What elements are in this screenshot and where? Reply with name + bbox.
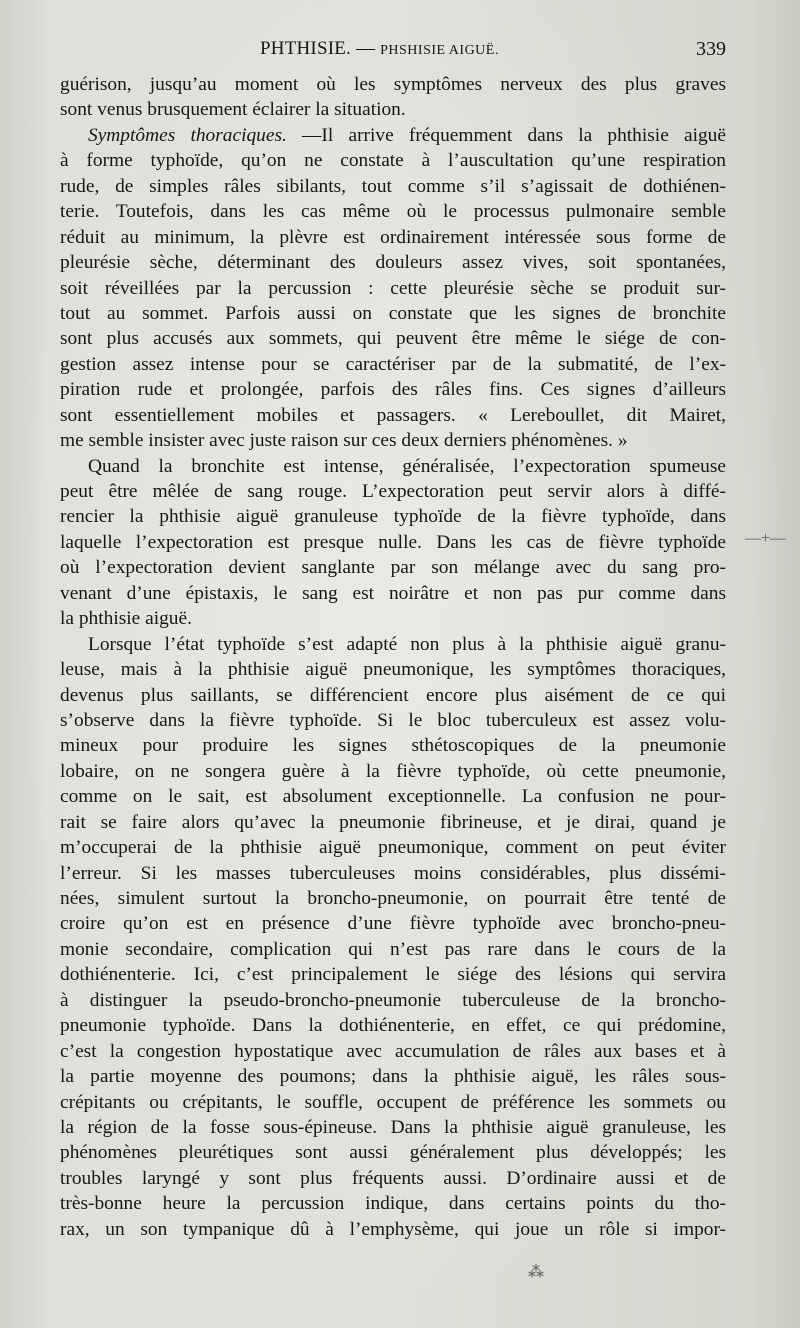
text-line: [60, 759, 726, 784]
text-line-content: pleurésie sèche, déterminant des douleurs assez vives, soit spontanées,: [60, 252, 726, 274]
text-line-content: terie. Toutefois, dans les cas même où le processus pulmonaire semble: [60, 201, 726, 223]
text-line: [60, 835, 726, 860]
text-line: [60, 733, 726, 758]
text-line: [60, 784, 726, 809]
text-line-content: gestion assez intense pour se caractériser par de la submatité, de l’ex-: [60, 353, 726, 375]
text-line: [60, 1217, 726, 1242]
text-line-content: la partie moyenne des poumons; dans la phthisie aiguë, les râles sous-: [60, 1066, 726, 1088]
text-line: [60, 606, 726, 631]
text-line: [60, 276, 726, 301]
page-number: 339: [696, 38, 726, 60]
text-line: [60, 72, 726, 97]
margin-pencil-mark: —+—: [745, 530, 787, 547]
text-line: [60, 1140, 726, 1165]
text-line-content: c’est la congestion hypostatique avec accumulation de râles aux bases et à: [60, 1040, 726, 1062]
text-line-content: laquelle l’expectoration est presque nulle. Dans les cas de fièvre typhoïde: [60, 531, 726, 553]
running-head: [260, 38, 499, 60]
text-line-content: phénomènes pleurétiques sont aussi généralement plus développés; les: [60, 1142, 726, 1164]
text-line: [60, 377, 726, 402]
text-line: [60, 683, 726, 708]
text-line-content: guérison, jusqu’au moment où les symptômes nerveux des plus graves: [60, 74, 726, 95]
text-line-content: mineux pour produire les signes sthétoscopiques de la pneumonie: [60, 735, 726, 757]
text-line: [60, 225, 726, 250]
text-line: [60, 454, 726, 479]
text-line: [60, 199, 726, 224]
text-line-content: peut être mêlée de sang rouge. L’expectoration peut servir alors à diffé-: [60, 481, 726, 502]
ink-speck: ⁂: [528, 1264, 544, 1281]
text-line-content: pneumonie typhoïde. Dans la dothiénenterie, en effet, ce qui prédomine,: [60, 1015, 726, 1037]
text-line-content: très-bonne heure la percussion indique, dans certains points du tho-: [60, 1193, 726, 1215]
text-line: [60, 657, 726, 682]
text-line-content: où l’expectoration devient sanglante par son mélange avec du sang pro-: [60, 557, 726, 579]
text-line-content: sont plus accusés aux sommets, qui peuvent être même le siége de con-: [60, 328, 726, 350]
text-line-content: rax, un son tympanique dû à l’emphysème, qui joue un rôle si impor-: [60, 1218, 726, 1240]
text-line: [60, 1166, 726, 1191]
text-line: [60, 530, 726, 555]
text-line-content: la région de la fosse sous-épineuse. Dans la phthisie aiguë granuleuse, les: [60, 1116, 726, 1138]
text-line: [60, 250, 726, 275]
text-line: [60, 581, 726, 606]
text-line-content: me semble insister avec juste raison sur ces deux derniers phénomènes. »: [60, 430, 628, 452]
text-line: [60, 352, 726, 377]
text-line-content: leuse, mais à la phthisie aiguë pneumonique, les symptômes thoraciques,: [60, 659, 726, 681]
text-line: [60, 1090, 726, 1115]
page-header: [60, 38, 728, 66]
text-line-content: l’erreur. Si les masses tuberculeuses moins considérables, plus dissémi-: [60, 862, 726, 884]
text-line-content: venant d’une épistaxis, le sang est noirâtre et non pas pur comme dans: [60, 582, 726, 604]
text-line: [60, 148, 726, 173]
text-line-content: crépitants ou crépitants, le souffle, occupent de préférence les sommets ou: [60, 1091, 726, 1113]
text-line: [60, 1013, 726, 1038]
text-line-content: Quand la bronchite est intense, généralisée, l’expectoration spumeuse: [88, 455, 726, 477]
text-line-content: tout au sommet. Parfois aussi on constate que les signes de bronchite: [60, 302, 726, 324]
text-line: [60, 1039, 726, 1064]
text-line: [60, 708, 726, 733]
text-line: [60, 810, 726, 835]
text-line: [60, 988, 726, 1013]
text-line-content: s’observe dans la fièvre typhoïde. Si le bloc tuberculeux est assez volu-: [60, 709, 726, 731]
text-line-content: nées, simulent surtout la broncho-pneumonie, on pourrait être tenté de: [60, 888, 726, 909]
body-text: [60, 72, 726, 1242]
text-line-content: Lorsque l’état typhoïde s’est adapté non plus à la phthisie aiguë granu-: [88, 633, 726, 655]
text-line: [60, 1115, 726, 1140]
text-line: [60, 428, 726, 453]
text-line-content: —Il arrive fréquemment dans la phthisie aiguë: [286, 124, 726, 146]
running-head-title: PHTHISIE.: [260, 38, 351, 59]
text-line: [60, 123, 726, 148]
text-line: [60, 504, 726, 529]
text-line: [60, 301, 726, 326]
running-head-subtitle: PHSHISIE AIGUË.: [380, 43, 499, 58]
text-line: [60, 911, 726, 936]
text-line-content: dothiénenterie. Ici, c’est principalement le siége des lésions qui servira: [60, 964, 726, 986]
section-heading-italic: Symptômes thoraciques.: [88, 124, 287, 146]
text-line-content: lobaire, on ne songera guère à la fièvre typhoïde, où cette pneumonie,: [60, 760, 726, 782]
text-line-content: la phthisie aiguë.: [60, 608, 192, 630]
text-line-content: piration rude et prolongée, parfois des râles fins. Ces signes d’ailleurs: [60, 379, 726, 401]
text-line: [60, 403, 726, 428]
text-line: [60, 937, 726, 962]
text-line: [60, 1064, 726, 1089]
running-head-separator: —: [355, 38, 376, 59]
text-line-content: à forme typhoïde, qu’on ne constate à l’auscultation qu’une respiration: [60, 150, 726, 172]
text-line-content: rencier la phthisie aiguë granuleuse typhoïde de la fièvre typhoïde, dans: [60, 506, 726, 528]
text-line: [60, 861, 726, 886]
text-line: [60, 1191, 726, 1216]
text-line-content: sont venus brusquement éclairer la situation.: [60, 99, 406, 121]
text-line-content: monie secondaire, complication qui n’est pas rare dans le cours de la: [60, 938, 726, 960]
text-line-content: devenus plus saillants, se différencient encore plus aisément de ce qui: [60, 684, 726, 706]
text-line: [60, 555, 726, 580]
text-line: [60, 632, 726, 657]
text-line-content: troubles laryngé y sont plus fréquents aussi. D’ordinaire aussi et de: [60, 1167, 726, 1189]
text-line: [60, 326, 726, 351]
text-line-content: m’occuperai de la phthisie aiguë pneumonique, comment on peut éviter: [60, 837, 726, 859]
text-line: [60, 174, 726, 199]
text-line-content: sont essentiellement mobiles et passagers. « Lereboullet, dit Mairet,: [60, 404, 726, 426]
text-line-content: croire qu’on est en présence d’une fièvre typhoïde avec broncho-pneu-: [60, 913, 726, 935]
text-line-content: comme on le sait, est absolument exceptionnelle. La confusion ne pour-: [60, 786, 726, 808]
text-line: [60, 97, 726, 122]
text-line-content: rait se faire alors qu’avec la pneumonie fibrineuse, et je dirai, quand je: [60, 811, 726, 833]
text-line-content: soit réveillées par la percussion : cette pleurésie sèche se produit sur-: [60, 277, 726, 299]
text-line: [60, 886, 726, 911]
text-line: [60, 479, 726, 504]
text-line-content: réduit au minimum, la plèvre est ordinairement intéressée sous forme de: [60, 226, 726, 248]
text-line: [60, 962, 726, 987]
text-line-content: à distinguer la pseudo-broncho-pneumonie tuberculeuse de la broncho-: [60, 989, 726, 1011]
text-line-content: rude, de simples râles sibilants, tout comme s’il s’agissait de dothiénen-: [60, 175, 726, 197]
